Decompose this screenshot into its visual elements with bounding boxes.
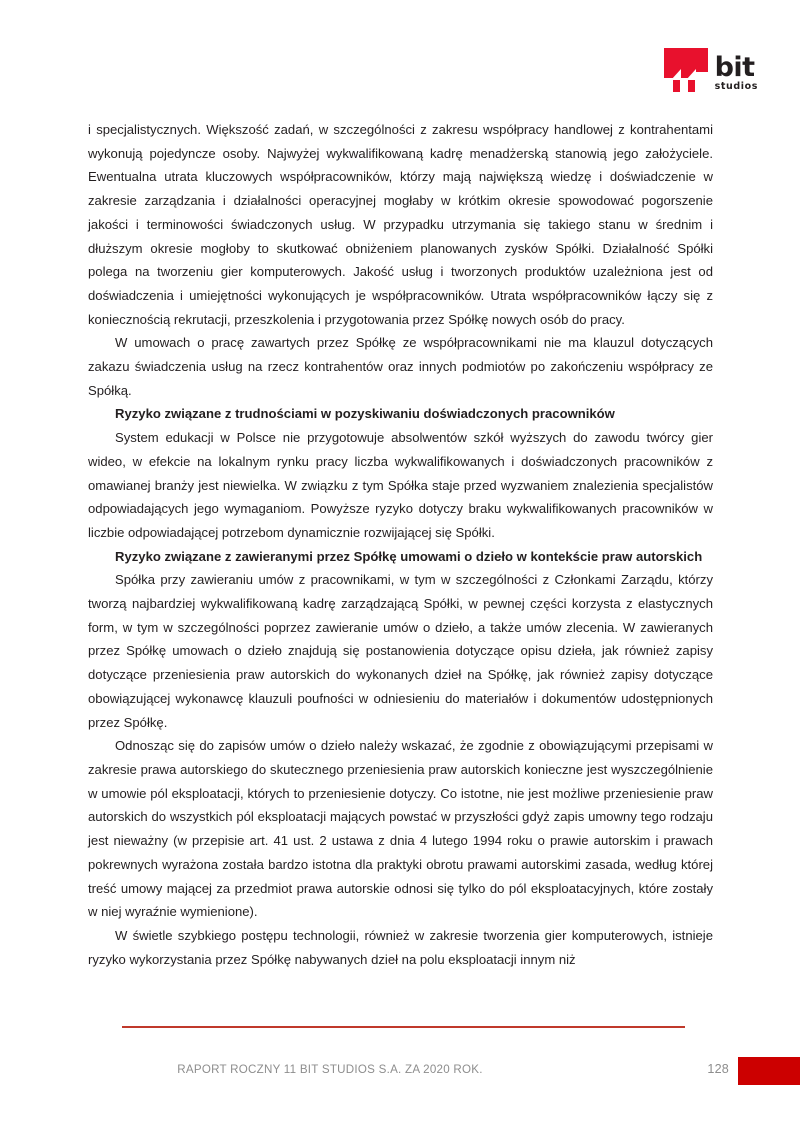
footer-report-title: RAPORT ROCZNY 11 BIT STUDIOS S.A. ZA 2020 ROK.: [177, 1063, 483, 1076]
document-body: [88, 118, 713, 971]
11-bit-studios-logo-mark-icon: [664, 48, 708, 92]
paragraph: System edukacji w Polsce nie przygotowuje absolwentów szkół wyższych do zawodu twórcy gier wideo, w efekcie na lokalnym rynku pracy liczba wykwalifikowanych i doświadczonych pracowników z omawianej branży jest niewielka. W związku z tym Spółka staje przed wyzwaniem znalezienia specjalistów odpowiadających jego wymaganiom. Powyższe ryzyko dotyczy braku wykwalifikowanych pracowników w liczbie odpowiadającej potrzebom dynamicznie rozwijającej się Spółki.: [88, 430, 713, 540]
paragraph: Spółka przy zawieraniu umów z pracownikami, w tym w szczególności z Członkami Zarządu, którzy tworzą najbardziej wykwalifikowaną kadrę zarządzającą Spółki, w pewnej części korzysta z elastycznych form, w tym w szczególności poprzez zawieranie umów o dzieło, a także umów zlecenia. W zawieranych przez Spółkę umowach o dzieło znajdują się postanowienia dotyczące opisu dzieła, jak również zapisy dotyczące przeniesienia praw autorskich do wykonanych dzieł na Spółkę, jak również zapisy dotyczące obowiązującej wykonawcę klauzuli poufności w odniesieniu do materiałów i dokumentów udostępnionych przez Spółkę.: [88, 572, 713, 730]
paragraph: W umowach o pracę zawartych przez Spółkę ze współpracownikami nie ma klauzul dotyczących zakazu świadczenia usług na rzecz kontrahentów oraz innych podmiotów po zakończeniu współpracy ze Spółką.: [88, 335, 713, 398]
logo-wordmark: [714, 52, 758, 92]
logo-word-studios: studios: [714, 80, 758, 92]
paragraph: W świetle szybkiego postępu technologii, również w zakresie tworzenia gier komputerowych, istnieje ryzyko wykorzystania przez Spółkę nabywanych dzieł na polu eksploatacji innym niż: [88, 927, 713, 967]
page-number: 128: [707, 1062, 729, 1076]
footer-divider: [122, 1026, 685, 1028]
footer-accent-block: [738, 1057, 800, 1085]
section-heading: Ryzyko związane z trudnościami w pozyskiwaniu doświadczonych pracowników: [115, 406, 615, 422]
logo-word-bit: bit: [714, 52, 755, 84]
company-logo: [664, 48, 758, 92]
paragraph: i specjalistycznych. Większość zadań, w szczególności z zakresu współpracy handlowej z kontrahentami wykonują pojedyncze osoby. Najwyżej wykwalifikowaną kadrę menadżerską stanowią jego założyciele. Ewentualna utrata kluczowych współpracowników, którzy mają największą wiedzę i doświadczenie w zakresie zarządzania i działalności operacyjnej mogłaby w krótkim okresie spowodować pogorszenie jakości i terminowości świadczonych usług. W przypadku utrzymania się takiego stanu w średnim i dłuższym okresie mogłoby to skutkować obniżeniem planowanych zysków Spółki. Działalność Spółki polega na tworzeniu gier komputerowych. Jakość usług i tworzonych produktów uzależniona jest od doświadczenia i umiejętności wykonujących je współpracowników. Utrata współpracowników łączy się z koniecznością rekrutacji, przeszkolenia i przygotowania przez Spółkę nowych osób do pracy.: [88, 122, 713, 327]
section-heading: Ryzyko związane z zawieranymi przez Spółkę umowami o dzieło w kontekście praw autorskich: [115, 548, 703, 564]
paragraph: Odnosząc się do zapisów umów o dzieło należy wskazać, że zgodnie z obowiązującymi przepisami w zakresie prawa autorskiego do skutecznego przeniesienia praw autorskich konieczne jest wyszczególnienie w umowie pól eksploatacji, których to przeniesienie dotyczy. Co istotne, nie jest możliwe przeniesienie praw autorskich do wszystkich pól eksploatacji mających powstać w przyszłości gdyż zapis umowny tego rodzaju jest nieważny (w przepisie art. 41 ust. 2 ustawa z dnia 4 lutego 1994 roku o prawie autorskim i prawach pokrewnych wyrażona została bardzo istotna dla praktyki obrotu prawami autorskimi zasada, według której treść umowy mającej za przedmiot prawa autorskie odnosi się tylko do pól eksploatacyjnych, które zostały w niej wyraźnie wymienione).: [88, 738, 713, 920]
